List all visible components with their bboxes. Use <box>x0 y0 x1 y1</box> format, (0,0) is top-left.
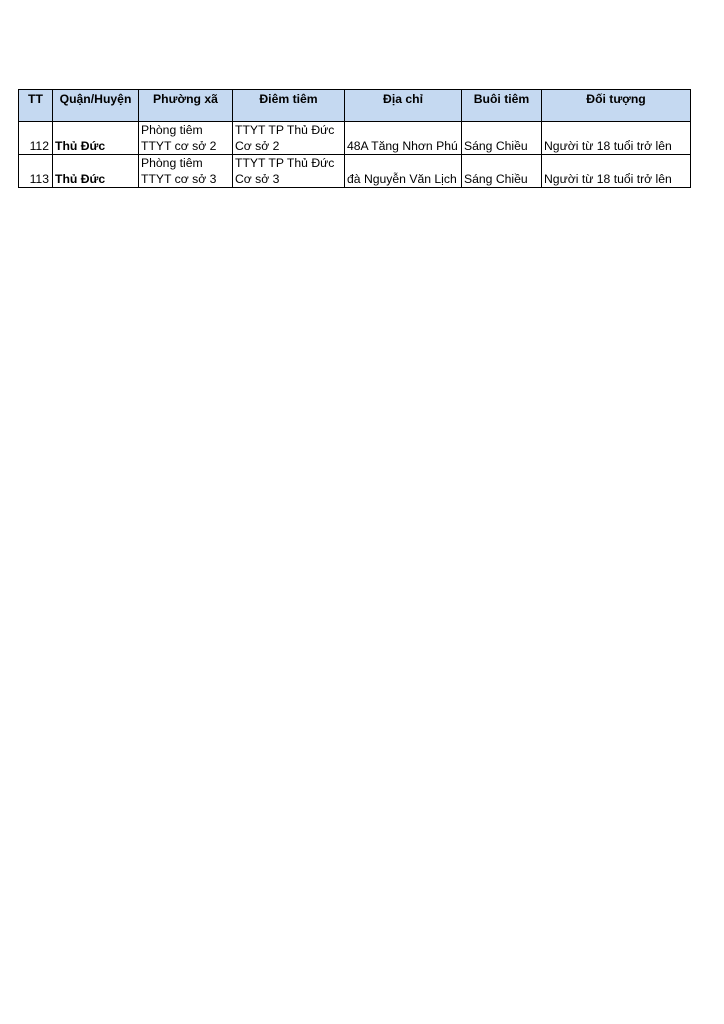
table-row <box>19 122 691 155</box>
session-cell: Sáng Chiều <box>462 155 542 188</box>
header-session: Buôi tiêm <box>462 90 542 122</box>
header-ward: Phường xã <box>139 90 233 122</box>
header-target: Đối tượng <box>542 90 691 122</box>
header-district: Quận/Huyện <box>53 90 139 122</box>
vaccination-sites-table <box>18 89 691 188</box>
header-row <box>19 90 691 122</box>
header-site: Điêm tiêm <box>233 90 345 122</box>
target-cell: Người từ 18 tuổi trở lên <box>542 122 691 155</box>
district-cell: Thủ Đức <box>53 155 139 188</box>
row-number: 113 <box>19 155 53 188</box>
session-cell: Sáng Chiều <box>462 122 542 155</box>
row-number: 112 <box>19 122 53 155</box>
site-cell: TTYT TP Thủ Đức Cơ sở 3 <box>233 155 345 188</box>
target-cell: Người từ 18 tuổi trở lên <box>542 155 691 188</box>
district-cell: Thủ Đức <box>53 122 139 155</box>
header-address: Địa chỉ <box>345 90 462 122</box>
table-row <box>19 155 691 188</box>
header-tt: TT <box>19 90 53 122</box>
ward-cell: Phòng tiêm TTYT cơ sở 3 <box>139 155 233 188</box>
address-cell: 48A Tăng Nhơn Phú <box>345 122 462 155</box>
address-cell: đà Nguyễn Văn Lịch <box>345 155 462 188</box>
site-cell: TTYT TP Thủ Đức Cơ sở 2 <box>233 122 345 155</box>
ward-cell: Phòng tiêm TTYT cơ sở 2 <box>139 122 233 155</box>
